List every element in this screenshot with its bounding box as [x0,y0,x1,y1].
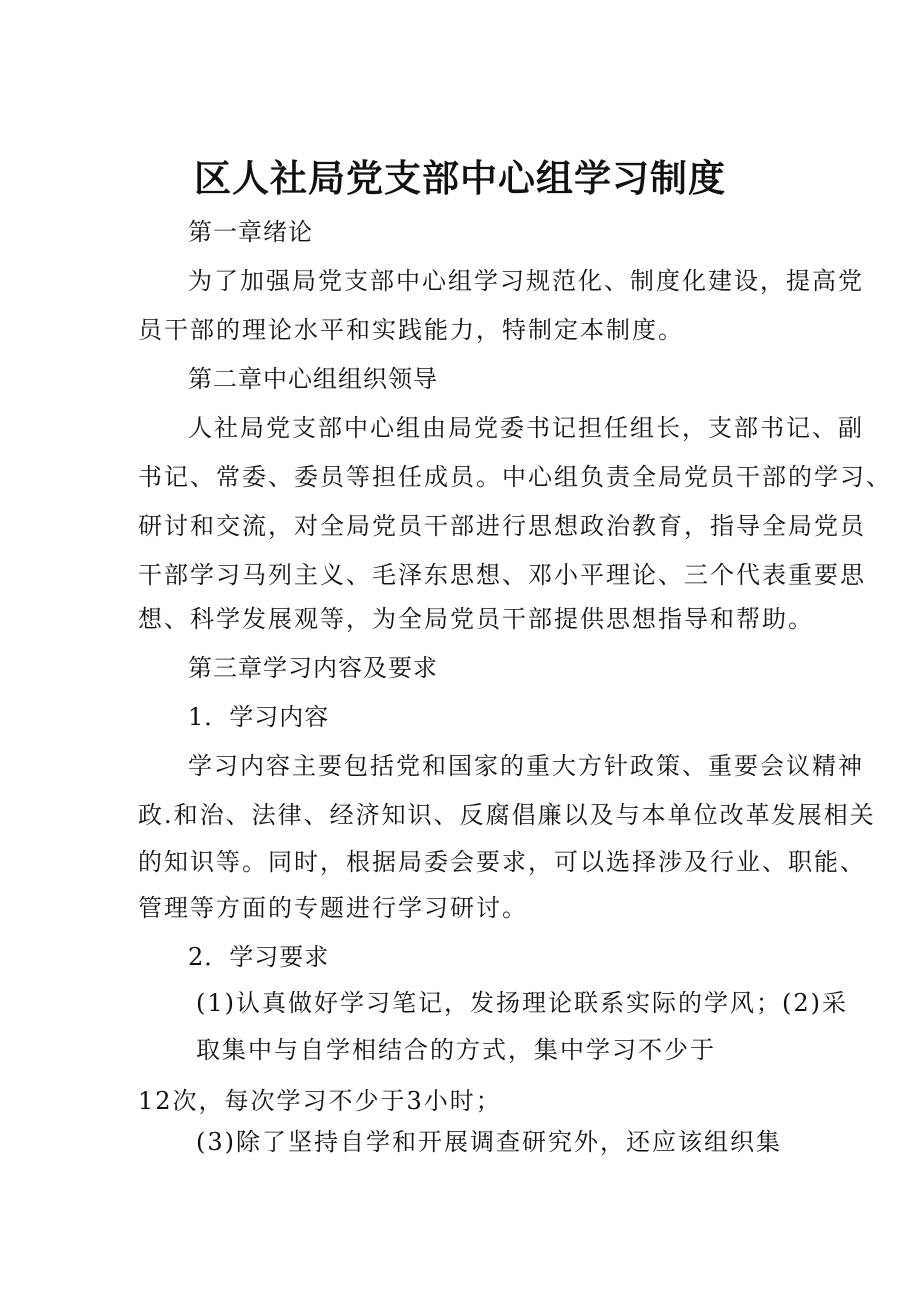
document-title: 区人社局党支部中心组学习制度 [194,157,726,200]
section-1-line-4: 管理等方面的专题进行学习研讨。 [138,894,528,922]
chapter-1-line-2: 员干部的理论水平和实践能力，特制定本制度。 [138,316,684,344]
chapter-2-line-4: 干部学习马列主义、毛泽东思想、邓小平理论、三个代表重要思 [138,561,866,589]
section-2-line-4: (3)除了坚持自学和开展调查研究外，还应该组织集 [196,1128,782,1156]
section-1-heading: 1．学习内容 [188,703,330,731]
chapter-1-line-1: 为了加强局党支部中心组学习规范化、制度化建设，提高党 [188,267,864,295]
chapter-2-line-5: 想、科学发展观等，为全局党员干部提供思想指导和帮助。 [138,605,814,633]
section-2-line-2: 取集中与自学相结合的方式，集中学习不少于 [196,1036,716,1064]
chapter-2-line-3: 研讨和交流，对全局党员干部进行思想政治教育，指导全局党员 [138,512,866,540]
chapter-2-line-2: 书记、常委、委员等担任成员。中心组负责全局党员干部的学习、 [138,463,892,491]
section-1-line-1: 学习内容主要包括党和国家的重大方针政策、重要会议精神 [188,752,864,780]
chapter-3-heading: 第三章学习内容及要求 [188,654,438,682]
section-2-heading: 2．学习要求 [188,943,330,971]
chapter-1-heading: 第一章绪论 [188,218,313,246]
chapter-2-heading: 第二章中心组组织领导 [188,365,438,393]
section-2-line-1: (1)认真做好学习笔记，发扬理论联系实际的学风；(2)采 [196,989,848,1017]
chapter-2-line-1: 人社局党支部中心组由局党委书记担任组长，支部书记、副 [188,414,864,442]
section-2-line-3: 12次，每次学习不少于3小时； [138,1087,502,1115]
section-1-line-3: 的知识等。同时，根据局委会要求，可以选择涉及行业、职能、 [138,848,866,876]
section-1-line-2: 政.和治、法律、经济知识、反腐倡廉以及与本单位改革发展相关 [138,801,876,829]
